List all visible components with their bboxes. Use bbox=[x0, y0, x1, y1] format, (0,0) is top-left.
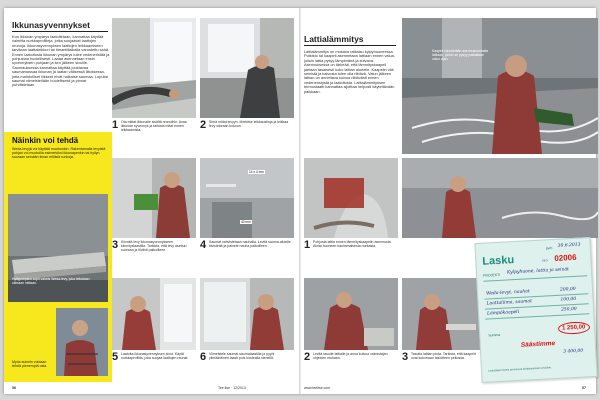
step-photo-5 bbox=[112, 278, 196, 350]
step-number-2: 2 bbox=[200, 119, 207, 131]
invoice-date-label: pvm bbox=[545, 246, 553, 251]
invoice-project-label: PROJEKTI bbox=[483, 272, 501, 278]
invoice-title: Lasku bbox=[482, 254, 515, 268]
left-page-heading: Ikkunasyvennykset bbox=[12, 20, 90, 30]
invoice-row-2-label: Laattaliima, saumat bbox=[486, 299, 533, 307]
step-number-5: 5 bbox=[112, 351, 119, 363]
step-number-3: 3 bbox=[112, 239, 119, 251]
right-step-number-2: 2 bbox=[304, 351, 311, 363]
step-text-5: Laatoita ikkunasyvennyksen sivut. Käytä nurkkaprofiilia, joka suojaa laattojen reunat. bbox=[121, 352, 189, 360]
step-photo-3 bbox=[112, 158, 196, 238]
right-step-text-1: Pohjusta lattia ennen lämmityskaapelin asennusta. Aloita huoneen kauimmaisesta nurkasta. bbox=[313, 240, 392, 248]
right-heading-rule bbox=[304, 45, 396, 46]
window-photo-1 bbox=[112, 18, 196, 118]
step-text-2: Siirrä mittat levyyn. Merkitse leikkauslinja ja leikkaa levy oikeaan kokoon. bbox=[209, 120, 289, 128]
right-step-photo-3 bbox=[304, 278, 398, 350]
step-photo-4 bbox=[200, 158, 294, 238]
step-number-1: 1 bbox=[112, 119, 119, 131]
invoice-row-1-amount: 200,00 bbox=[559, 286, 576, 293]
step-text-1: Ota mittat ikkunalle sisältä reunoihin. Avaa ikkunan syvennys ja tarkista mitat ennen leikkaamista. bbox=[121, 120, 187, 132]
invoice-project: Kylpyhuone, lattia ja seinät bbox=[506, 267, 570, 276]
installer-graphic bbox=[56, 308, 108, 376]
right-folio bbox=[582, 386, 586, 390]
invoice-row-3-label: Lämpökaapeli bbox=[487, 309, 520, 317]
step-text-6: Viimeistele saumat saumalaastilla ja pyyhi ylimääräinen laasti pois kostealla sienellä. bbox=[209, 352, 275, 360]
invoice-total-circle bbox=[558, 321, 591, 335]
measure-tag-1: 14 x 4 mm bbox=[249, 170, 264, 174]
step-graphic-3 bbox=[112, 158, 196, 238]
step-graphic-6 bbox=[200, 278, 294, 350]
right-step-graphic-4 bbox=[402, 278, 480, 350]
right-step-number-3: 3 bbox=[402, 351, 409, 363]
magazine-spread bbox=[4, 8, 596, 394]
right-step-text-3: Tasoita lattian pinta. Tarkista, että kaapelit ovat kokonaan tasoitteen peitossa. bbox=[411, 352, 476, 360]
step-text-3: Kiinnitä levy ikkunasyvennykseen kiinnityslaastilla. Tarkista, että levy asettuu suoraan ja tiiviisti paikoilleen. bbox=[121, 240, 187, 252]
right-step-graphic-2 bbox=[402, 158, 598, 238]
right-step-graphic-1 bbox=[304, 158, 398, 238]
invoice-date: 30.6.2013 bbox=[557, 242, 581, 249]
invoice-saved-amount: 3 400,00 bbox=[563, 348, 584, 355]
invoice-row-3-amount: 250,00 bbox=[560, 306, 577, 313]
shelf-photo-graphic bbox=[8, 194, 108, 302]
right-folio-label: www.teeitse.com bbox=[304, 386, 331, 390]
step-graphic-4 bbox=[200, 158, 294, 238]
floor-heating-graphic bbox=[402, 18, 598, 154]
heading-rule bbox=[12, 31, 108, 32]
right-step-graphic-3 bbox=[304, 278, 398, 350]
step-number-4: 4 bbox=[200, 239, 207, 251]
installer-photo bbox=[56, 308, 108, 376]
installer-photo-caption: Myös kulmiin voidaan tehdä pienempiä osia. bbox=[12, 360, 48, 369]
left-folio bbox=[12, 386, 16, 390]
left-intro-text: Kun ikkunan ympärys laatoitetaan, kannattaa käyttää valmiita nurkkaprofiileja, jotka suojaavat laattojen reunoja. Ikkunasyvennyksen laattojen leikkaamiseen tarvitaan laattaleikkuri tai timanttilaikalla varustettu sahä. Ennen laatoitusta ikkunan ympärys tulee vedeneristää ja pohjustaa huolellisesti. Laatat asennetaan ensin syvennyksen pohjaan ja sen jälkeen sivuille. Saumauksessa kannattaa käyttää joustavaa saumamassaa ikkunan ja laatan välisessä liitoksessa, jotta mahdolliset liikkeet eivät halkaise saumaa. Lopuksi saumat viimeistellään huolellisesti ja pinnat puhdistetaan. bbox=[12, 35, 110, 88]
invoice-row-1-label: Weda-levyt, nauhat bbox=[485, 289, 530, 297]
tip-sidebar-title: Näinkin voi tehdä bbox=[12, 136, 79, 145]
right-step-text-2: Levitä tasoite lattialle ja anna kuivua valmistajan ohjeiden mukaan. bbox=[313, 352, 388, 360]
savings-stamp: Säästimme bbox=[520, 340, 556, 349]
left-page-number: 56 bbox=[12, 386, 16, 390]
shelf-photo-caption: Hyllypohjaksi sopii valmis Weda-levy, joka leikataan oikeaan mittaan. bbox=[12, 277, 90, 285]
step-photo-6 bbox=[200, 278, 294, 350]
right-step-photo-4 bbox=[402, 278, 480, 350]
right-step-photo-2 bbox=[402, 158, 598, 238]
invoice-number: 02006 bbox=[554, 252, 577, 263]
right-page-heading: Lattialämmitys bbox=[304, 34, 364, 44]
step-text-4: Saumat vahvistetaan nauhalla. Levitä sauma-alueille tiivistettä ja painele nauha paikoilleen. bbox=[209, 240, 291, 248]
invoice-row-2-amount: 100,00 bbox=[560, 296, 577, 303]
right-step-number-1: 1 bbox=[304, 239, 311, 251]
invoice-total: 1 250,00 bbox=[561, 324, 586, 332]
tip-sidebar-text: Weda-levyjä voi käyttää muuhunkin. Rakentamalla levyistä pohjan voi muotoilla esimerkiksi ikkunapenkin tai hyllyn suoraan seinään ilman erillisiä runkoja. bbox=[12, 147, 106, 160]
invoice-card bbox=[474, 237, 597, 383]
right-step-photo-1 bbox=[304, 158, 398, 238]
floor-photo-caption: Kaapeli kiinnitetään asennusnauhalla lattiaan, jolloin se pysyy paikallaan valun ajan. bbox=[432, 49, 488, 61]
left-folio-label: Tee itse · 12/2013 bbox=[218, 386, 246, 390]
right-intro-text: Lattialämmitys on mukava ratkaisu kylpyhuoneessa. Putkisto tai kaapeli asennetaan lattiaan ennen valua, jolloin lattia pysyy lämpimänä ja kuivana. Asennuksessa on tärkeää, että lämmityskaapeli jaetaan tasaisesti koko lattian alueelle. Kaapelin väli seinistä ja kaivosta tulee olla riittävä. Valun jälkeen lattian on annettava kuivua riittävästi ennen vedeneristystä ja laatoitusta. Lattialämmityksen termostaatti kannattaa sijoittaa helposti käytettävään paikkaan. bbox=[304, 50, 395, 94]
right-page-number: 57 bbox=[582, 386, 586, 390]
step-graphic-5 bbox=[112, 278, 196, 350]
spread-gutter bbox=[299, 8, 301, 394]
invoice-footer: Laatoittajan hinnat perustuvat keskimääräisiin arvioihin. bbox=[488, 366, 552, 373]
window-graphic-2 bbox=[200, 18, 294, 118]
floor-heating-photo bbox=[402, 18, 598, 154]
invoice-total-label: Summa bbox=[488, 332, 501, 338]
step-number-6: 6 bbox=[200, 351, 207, 363]
measure-tag-2: 40 mm bbox=[241, 220, 251, 224]
shelf-photo bbox=[8, 194, 108, 302]
invoice-number-label: nro bbox=[542, 258, 548, 263]
window-photo-2 bbox=[200, 18, 294, 118]
window-graphic-1 bbox=[112, 18, 196, 118]
